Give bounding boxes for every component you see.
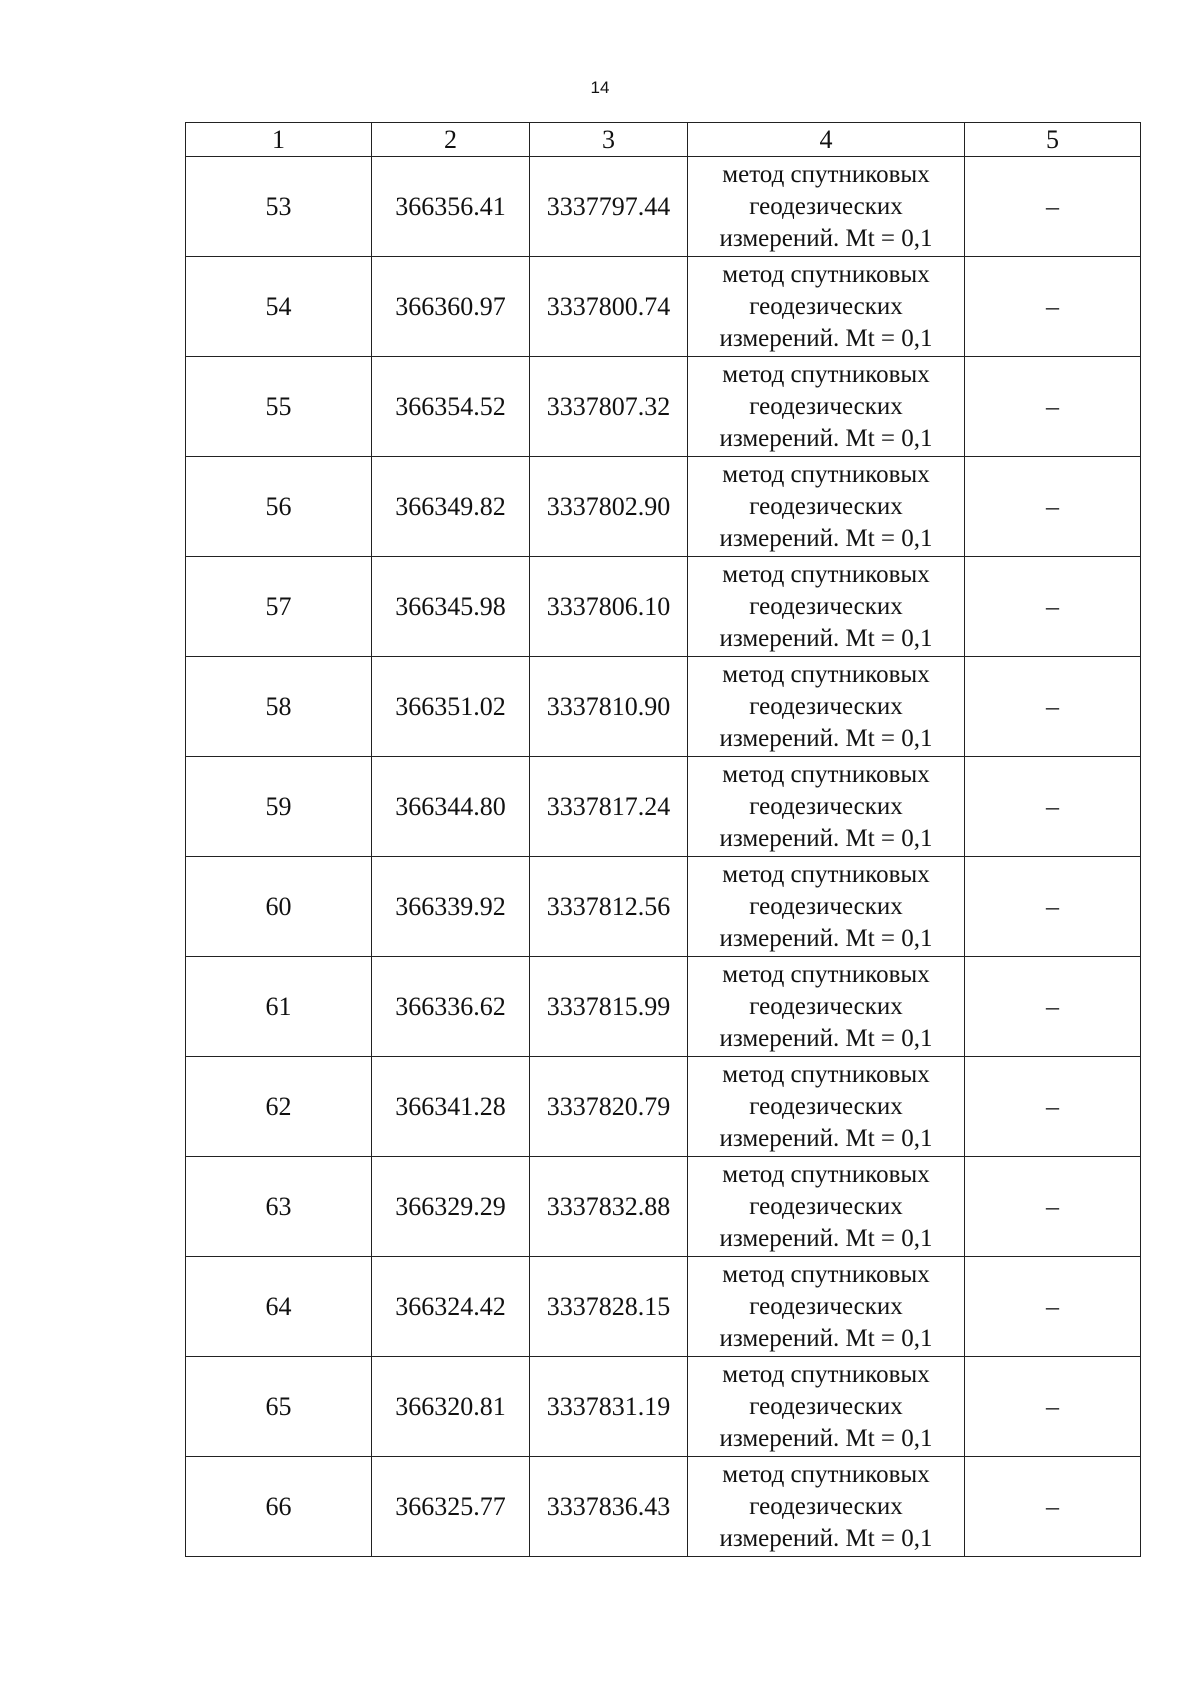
y-coordinate-cell: 3337807.32 <box>530 357 688 457</box>
method-line: измерений. Mt = 0,1 <box>719 1424 933 1452</box>
x-coordinate-cell: 366325.77 <box>372 1457 530 1557</box>
column-header-3: 3 <box>530 123 688 157</box>
method-line: измерений. Mt = 0,1 <box>719 824 933 852</box>
y-coordinate-cell: 3337810.90 <box>530 657 688 757</box>
table-row <box>186 257 1141 357</box>
column-header-1: 1 <box>186 123 372 157</box>
point-number-cell: 66 <box>186 1457 372 1557</box>
table-row <box>186 1357 1141 1457</box>
header-row <box>186 123 1141 157</box>
method-cell <box>688 1457 965 1557</box>
point-number-cell: 57 <box>186 557 372 657</box>
point-number-cell: 62 <box>186 1057 372 1157</box>
method-line: геодезических <box>749 392 903 420</box>
note-cell: – <box>965 857 1141 957</box>
table-row <box>186 557 1141 657</box>
method-line: геодезических <box>749 892 903 920</box>
method-line: геодезических <box>749 1492 903 1520</box>
method-line: измерений. Mt = 0,1 <box>719 224 933 252</box>
table-row <box>186 1157 1141 1257</box>
method-cell <box>688 1257 965 1357</box>
x-coordinate-cell: 366345.98 <box>372 557 530 657</box>
method-line: геодезических <box>749 1392 903 1420</box>
note-cell: – <box>965 157 1141 257</box>
x-coordinate-cell: 366339.92 <box>372 857 530 957</box>
table-row <box>186 657 1141 757</box>
note-cell: – <box>965 1057 1141 1157</box>
x-coordinate-cell: 366320.81 <box>372 1357 530 1457</box>
method-line: метод спутниковых <box>722 460 930 488</box>
method-line: метод спутниковых <box>722 1060 930 1088</box>
method-line: геодезических <box>749 592 903 620</box>
y-coordinate-cell: 3337797.44 <box>530 157 688 257</box>
method-line: измерений. Mt = 0,1 <box>719 424 933 452</box>
method-line: геодезических <box>749 192 903 220</box>
method-line: измерений. Mt = 0,1 <box>719 724 933 752</box>
method-line: метод спутниковых <box>722 660 930 688</box>
method-line: метод спутниковых <box>722 560 930 588</box>
method-cell <box>688 557 965 657</box>
method-line: геодезических <box>749 1292 903 1320</box>
y-coordinate-cell: 3337820.79 <box>530 1057 688 1157</box>
method-line: геодезических <box>749 692 903 720</box>
method-line: метод спутниковых <box>722 960 930 988</box>
y-coordinate-cell: 3337812.56 <box>530 857 688 957</box>
x-coordinate-cell: 366336.62 <box>372 957 530 1057</box>
note-cell: – <box>965 457 1141 557</box>
x-coordinate-cell: 366344.80 <box>372 757 530 857</box>
method-line: метод спутниковых <box>722 1160 930 1188</box>
note-cell: – <box>965 1257 1141 1357</box>
method-line: геодезических <box>749 492 903 520</box>
method-line: метод спутниковых <box>722 1360 930 1388</box>
column-header-4: 4 <box>688 123 965 157</box>
x-coordinate-cell: 366324.42 <box>372 1257 530 1357</box>
note-cell: – <box>965 1157 1141 1257</box>
point-number-cell: 59 <box>186 757 372 857</box>
table-row <box>186 857 1141 957</box>
point-number-cell: 58 <box>186 657 372 757</box>
method-line: геодезических <box>749 992 903 1020</box>
note-cell: – <box>965 557 1141 657</box>
page-number: 14 <box>590 78 610 97</box>
method-line: измерений. Mt = 0,1 <box>719 624 933 652</box>
method-line: измерений. Mt = 0,1 <box>719 1224 933 1252</box>
method-line: измерений. Mt = 0,1 <box>719 1524 933 1552</box>
method-line: метод спутниковых <box>722 160 930 188</box>
method-cell <box>688 1057 965 1157</box>
table-row <box>186 157 1141 257</box>
method-line: измерений. Mt = 0,1 <box>719 524 933 552</box>
point-number-cell: 56 <box>186 457 372 557</box>
method-line: метод спутниковых <box>722 260 930 288</box>
method-cell <box>688 657 965 757</box>
method-line: измерений. Mt = 0,1 <box>719 1024 933 1052</box>
method-line: измерений. Mt = 0,1 <box>719 1324 933 1352</box>
point-number-cell: 55 <box>186 357 372 457</box>
y-coordinate-cell: 3337802.90 <box>530 457 688 557</box>
point-number-cell: 65 <box>186 1357 372 1457</box>
table-row <box>186 457 1141 557</box>
method-line: геодезических <box>749 1092 903 1120</box>
y-coordinate-cell: 3337815.99 <box>530 957 688 1057</box>
point-number-cell: 64 <box>186 1257 372 1357</box>
method-cell <box>688 157 965 257</box>
x-coordinate-cell: 366341.28 <box>372 1057 530 1157</box>
point-number-cell: 54 <box>186 257 372 357</box>
method-cell <box>688 1157 965 1257</box>
method-cell <box>688 457 965 557</box>
y-coordinate-cell: 3337836.43 <box>530 1457 688 1557</box>
method-cell <box>688 757 965 857</box>
x-coordinate-cell: 366329.29 <box>372 1157 530 1257</box>
column-header-5: 5 <box>965 123 1141 157</box>
method-line: геодезических <box>749 1192 903 1220</box>
method-line: измерений. Mt = 0,1 <box>719 1124 933 1152</box>
y-coordinate-cell: 3337831.19 <box>530 1357 688 1457</box>
x-coordinate-cell: 366356.41 <box>372 157 530 257</box>
table-row <box>186 1057 1141 1157</box>
note-cell: – <box>965 957 1141 1057</box>
x-coordinate-cell: 366354.52 <box>372 357 530 457</box>
method-line: метод спутниковых <box>722 860 930 888</box>
note-cell: – <box>965 357 1141 457</box>
table-row <box>186 957 1141 1057</box>
method-cell <box>688 357 965 457</box>
method-line: метод спутниковых <box>722 1260 930 1288</box>
method-line: метод спутниковых <box>722 760 930 788</box>
method-line: геодезических <box>749 792 903 820</box>
table-row <box>186 357 1141 457</box>
y-coordinate-cell: 3337817.24 <box>530 757 688 857</box>
column-header-2: 2 <box>372 123 530 157</box>
method-line: метод спутниковых <box>722 1460 930 1488</box>
y-coordinate-cell: 3337806.10 <box>530 557 688 657</box>
point-number-cell: 63 <box>186 1157 372 1257</box>
method-cell <box>688 257 965 357</box>
y-coordinate-cell: 3337800.74 <box>530 257 688 357</box>
method-cell <box>688 857 965 957</box>
table-header <box>186 123 1141 157</box>
note-cell: – <box>965 657 1141 757</box>
table-row <box>186 757 1141 857</box>
method-line: метод спутниковых <box>722 360 930 388</box>
table-row <box>186 1257 1141 1357</box>
method-cell <box>688 957 965 1057</box>
note-cell: – <box>965 1457 1141 1557</box>
x-coordinate-cell: 366351.02 <box>372 657 530 757</box>
y-coordinate-cell: 3337832.88 <box>530 1157 688 1257</box>
note-cell: – <box>965 1357 1141 1457</box>
note-cell: – <box>965 757 1141 857</box>
point-number-cell: 60 <box>186 857 372 957</box>
method-cell <box>688 1357 965 1457</box>
method-line: измерений. Mt = 0,1 <box>719 324 933 352</box>
point-number-cell: 61 <box>186 957 372 1057</box>
x-coordinate-cell: 366349.82 <box>372 457 530 557</box>
y-coordinate-cell: 3337828.15 <box>530 1257 688 1357</box>
point-number-cell: 53 <box>186 157 372 257</box>
method-line: измерений. Mt = 0,1 <box>719 924 933 952</box>
coordinates-table <box>185 122 1141 1557</box>
method-line: геодезических <box>749 292 903 320</box>
table-body <box>186 157 1141 1557</box>
note-cell: – <box>965 257 1141 357</box>
x-coordinate-cell: 366360.97 <box>372 257 530 357</box>
table-row <box>186 1457 1141 1557</box>
